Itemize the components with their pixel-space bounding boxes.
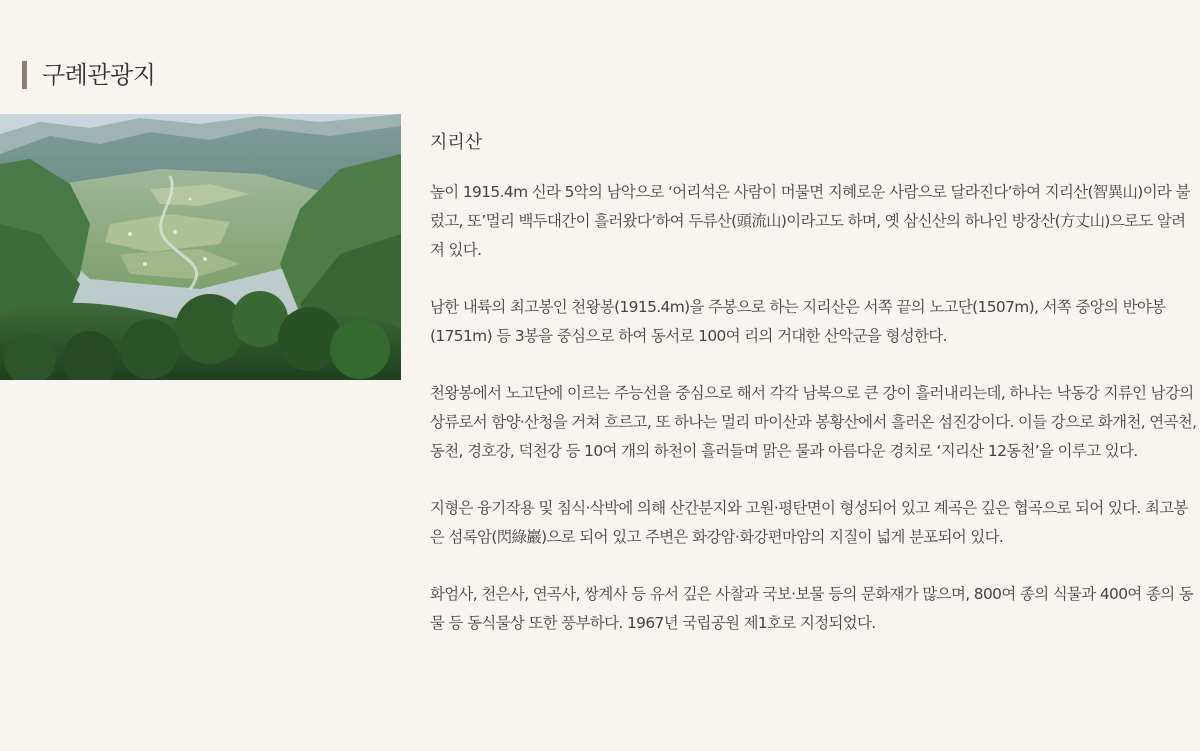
jirisan-photo (0, 114, 401, 380)
section-header (22, 60, 155, 90)
article-heading: 지리산 (430, 132, 483, 153)
section-header-bar (22, 61, 27, 89)
article-paragraph: 지형은 융기작용 및 침식·삭박에 의해 산간분지와 고원·평탄면이 형성되어 있고 계곡은 깊은 협곡으로 되어 있다. 최고봉은 섬록암(閃綠巖)으로 되어 있고 주변은 화강암·화강편마암의 지질이 넓게 분포되어 있다. (430, 499, 1188, 546)
article (430, 128, 1198, 666)
article-paragraph: 화엄사, 천은사, 연곡사, 쌍계사 등 유서 깊은 사찰과 국보·보물 등의 문화재가 많으며, 800여 종의 식물과 400여 종의 동물 등 동식물상 또한 풍부하다. 1967년 국립공원 제1호로 지정되었다. (430, 585, 1194, 632)
mountain-valley-photo-icon (0, 114, 401, 380)
article-paragraph: 높이 1915.4m 신라 5악의 남악으로 ‘어리석은 사람이 머물면 지혜로운 사람으로 달라진다’하여 지리산(智異山)이라 불렀고, 또’멀리 백두대간이 흘러왔다’하여 두류산(頭流山)이라고도 하며, 옛 삼신산의 하나인 방장산(方丈山)으로도 알려져 있다. (430, 183, 1190, 259)
article-paragraph: 천왕봉에서 노고단에 이르는 주능선을 중심으로 해서 각각 남북으로 큰 강이 흘러내리는데, 하나는 낙동강 지류인 남강의 상류로서 함양·산청을 거쳐 흐르고, 또 하나는 멀리 마이산과 봉황산에서 흘러온 섬진강이다. 이들 강으로 화개천, 연곡천, 동천, 경호강, 덕천강 등 10여 개의 하천이 흘러들며 맑은 물과 아름다운 경치로 ‘지리산 12동천’을 이루고 있다. (430, 384, 1197, 460)
section-title: 구례관광지 (42, 61, 156, 89)
article-paragraph: 남한 내륙의 최고봉인 천왕봉(1915.4m)을 주봉으로 하는 지리산은 서쪽 끝의 노고단(1507m), 서쪽 중앙의 반야봉(1751m) 등 3봉을 중심으로 하여 동서로 100여 리의 거대한 산악군을 형성한다. (430, 298, 1166, 345)
